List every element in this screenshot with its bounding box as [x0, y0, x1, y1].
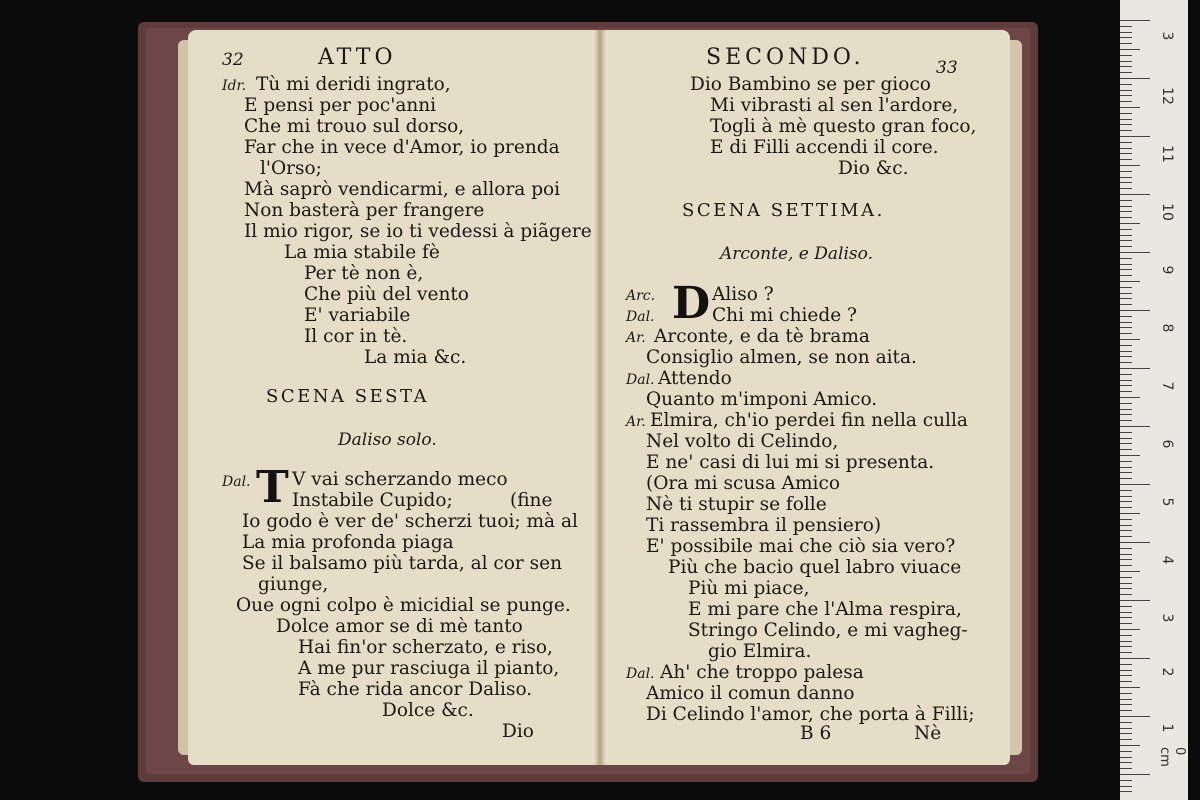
left-page-number: 32: [222, 50, 244, 70]
ruler-tick: [1120, 548, 1132, 549]
ruler-tick: [1120, 606, 1132, 607]
ruler-tick: [1120, 461, 1132, 462]
ruler-tick: [1120, 119, 1132, 120]
verse-line: Arconte, e da tè brama: [654, 326, 870, 347]
speaker-label: Ar.: [626, 330, 646, 346]
ruler-tick: [1120, 211, 1132, 212]
right-page-number: 33: [936, 58, 958, 78]
ruler-tick: [1120, 704, 1132, 705]
ruler-tick: [1120, 264, 1132, 265]
verse-line: Elmira, ch'io perdei fin nella culla: [650, 410, 968, 431]
verse-line: gio Elmira.: [708, 641, 812, 662]
verse-line: Dio Bambino se per gioco: [690, 74, 931, 95]
ruler-tick: [1120, 72, 1132, 73]
speaker-label: Dal.: [626, 309, 655, 325]
ruler-tick: [1120, 646, 1132, 647]
speaker-label: Dal.: [222, 474, 251, 490]
signature-mark: B 6: [800, 723, 832, 744]
ruler-tick: [1120, 153, 1132, 154]
ruler-tick: [1120, 728, 1132, 729]
ruler-tick: [1120, 600, 1150, 601]
ruler-tick: [1120, 136, 1150, 137]
ruler-tick: [1120, 55, 1132, 56]
ruler-tick: [1120, 629, 1140, 630]
right-running-header: SECONDO.: [706, 45, 865, 70]
ruler-tick: [1120, 699, 1132, 700]
ruler-tick: [1120, 594, 1132, 595]
ruler-tick: [1120, 588, 1132, 589]
ruler-tick: [1120, 345, 1132, 346]
verse-line: E' possibile mai che ciò sia vero?: [646, 536, 956, 557]
ruler-tick: [1120, 449, 1132, 450]
verse-line: Che più del vento: [304, 284, 469, 305]
ruler-tick: [1120, 496, 1132, 497]
ruler-tick: [1120, 252, 1150, 253]
ruler-tick: [1120, 490, 1132, 491]
verse-line: Di Celindo l'amor, che porta à Filli;: [646, 704, 975, 725]
cast-list: Daliso solo.: [338, 430, 437, 450]
speaker-label: Dal.: [626, 666, 655, 682]
verse-line: La mia &c.: [364, 347, 467, 368]
verse-line: Instabile Cupido;: [292, 490, 453, 511]
ruler-tick: [1120, 49, 1140, 50]
ruler-tick: [1120, 61, 1132, 62]
measurement-ruler: [1120, 0, 1188, 800]
verse-line: Più mi piace,: [688, 578, 810, 599]
verse-line: Hai fin'or scherzato, e riso,: [298, 637, 553, 658]
ruler-tick: [1120, 177, 1132, 178]
ruler-tick: [1120, 188, 1132, 189]
verse-line: (Ora mi scusa Amico: [646, 473, 840, 494]
ruler-tick: [1120, 229, 1132, 230]
ruler-tick: [1120, 385, 1132, 386]
verse-line: (fine: [510, 490, 553, 511]
ruler-tick: [1120, 467, 1132, 468]
ruler-tick: [1120, 774, 1150, 775]
ruler-number: 2: [1159, 667, 1175, 677]
speaker-label: Dal.: [626, 372, 655, 388]
ruler-tick: [1120, 107, 1140, 108]
ruler-tick: [1120, 37, 1132, 38]
ruler-tick: [1120, 90, 1132, 91]
scene-title-settima: SCENA SETTIMA.: [682, 200, 885, 221]
verse-line: Se il balsamo più tarda, al cor sen: [242, 553, 562, 574]
ruler-tick: [1120, 165, 1140, 166]
ruler-tick: [1120, 577, 1132, 578]
ruler-tick: [1120, 519, 1132, 520]
ruler-tick: [1120, 432, 1132, 433]
ruler-tick: [1120, 710, 1132, 711]
ruler-tick: [1120, 316, 1132, 317]
left-running-header: ATTO: [318, 45, 397, 70]
catchword: Nè: [914, 723, 942, 744]
ruler-tick: [1120, 269, 1132, 270]
ruler-number: 12: [1159, 87, 1175, 105]
ruler-tick: [1120, 171, 1132, 172]
ruler-number: 7: [1159, 381, 1175, 391]
ruler-tick: [1120, 26, 1132, 27]
ruler-tick: [1120, 391, 1132, 392]
verse-line: Oue ogni colpo è micidial se punge.: [236, 595, 571, 616]
ruler-tick: [1120, 113, 1132, 114]
ruler-tick: [1120, 745, 1140, 746]
ruler-tick: [1120, 246, 1132, 247]
verse-line: Ti rassembra il pensiero): [646, 515, 882, 536]
verse-line: E' variabile: [304, 305, 411, 326]
ruler-number: 4: [1159, 555, 1175, 565]
ruler-tick: [1120, 762, 1132, 763]
verse-line: Il mio rigor, se io ti vedessi à piãgere: [244, 221, 592, 242]
ruler-tick: [1120, 751, 1132, 752]
ruler-tick: [1120, 322, 1132, 323]
cast-list: Arconte, e Daliso.: [720, 244, 873, 264]
ruler-tick: [1120, 287, 1132, 288]
ruler-tick: [1120, 356, 1132, 357]
ruler-number: 8: [1159, 323, 1175, 333]
verse-line: Tù mi deridi ingrato,: [256, 74, 451, 95]
verse-line: La mia profonda piaga: [242, 532, 454, 553]
ruler-tick: [1120, 617, 1132, 618]
ruler-tick: [1120, 478, 1132, 479]
ruler-tick: [1120, 780, 1132, 781]
ruler-tick: [1120, 530, 1132, 531]
ruler-tick: [1120, 693, 1132, 694]
ruler-tick: [1120, 635, 1132, 636]
ruler-tick: [1120, 583, 1132, 584]
ruler-tick: [1120, 791, 1132, 792]
ruler-tick: [1120, 380, 1132, 381]
ruler-unit: 0 cm: [1157, 747, 1187, 767]
ruler-tick: [1120, 95, 1132, 96]
verse-line: giunge,: [258, 574, 329, 595]
ruler-tick: [1120, 397, 1140, 398]
ruler-tick: [1120, 559, 1132, 560]
ruler-tick: [1120, 652, 1132, 653]
ruler-tick: [1120, 78, 1150, 79]
verse-line: Amico il comun danno: [646, 683, 855, 704]
ruler-tick: [1120, 414, 1132, 415]
ruler-tick: [1120, 786, 1132, 787]
ruler-tick: [1120, 409, 1132, 410]
verse-line: Il cor in tè.: [304, 326, 408, 347]
verse-line: Aliso ?: [712, 284, 774, 305]
ruler-tick: [1120, 235, 1132, 236]
ruler-tick: [1120, 368, 1150, 369]
verse-line: Quanto m'imponi Amico.: [646, 389, 878, 410]
ruler-number: 3: [1159, 613, 1175, 623]
ruler-tick: [1120, 525, 1132, 526]
verse-line: Che mi trouo sul dorso,: [244, 116, 465, 137]
verse-line: Io godo è ver de' scherzi tuoi; mà al: [242, 511, 578, 532]
ruler-tick: [1120, 739, 1132, 740]
ruler-tick: [1120, 426, 1150, 427]
ruler-tick: [1120, 339, 1140, 340]
ruler-tick: [1120, 43, 1132, 44]
ruler-tick: [1120, 455, 1140, 456]
verse-line: E mi pare che l'Alma respira,: [688, 599, 962, 620]
verse-line: Attendo: [658, 368, 732, 389]
ruler-tick: [1120, 612, 1132, 613]
verse-line: l'Orso;: [260, 158, 322, 179]
ruler-tick: [1120, 217, 1132, 218]
verse-line: Far che in vece d'Amor, io prenda: [244, 137, 560, 158]
verse-line: Nè ti stupir se folle: [646, 494, 827, 515]
ruler-tick: [1120, 513, 1140, 514]
drop-cap: T: [256, 462, 289, 513]
ruler-tick: [1120, 623, 1132, 624]
ruler-number: 11: [1159, 145, 1175, 163]
ruler-number: 9: [1159, 265, 1175, 275]
verse-line: Chi mi chiede ?: [712, 305, 857, 326]
verse-line: V vai scherzando meco: [292, 469, 508, 490]
ruler-tick: [1120, 32, 1132, 33]
verse-line: Non basterà per frangere: [244, 200, 485, 221]
ruler-tick: [1120, 443, 1132, 444]
speaker-label: Ar.: [626, 414, 646, 430]
ruler-tick: [1120, 84, 1132, 85]
ruler-tick: [1120, 298, 1132, 299]
verse-line: Nel volto di Celindo,: [646, 431, 839, 452]
ruler-tick: [1120, 438, 1132, 439]
ruler-tick: [1120, 362, 1132, 363]
ruler-tick: [1120, 507, 1132, 508]
verse-line: Fà che rida ancor Daliso.: [298, 679, 533, 700]
ruler-tick: [1120, 420, 1132, 421]
verse-line: Togli à mè questo gran foco,: [710, 116, 977, 137]
ruler-tick: [1120, 722, 1132, 723]
ruler-tick: [1120, 240, 1132, 241]
verse-line: E ne' casi di lui mi si presenta.: [646, 452, 935, 473]
ruler-tick: [1120, 687, 1140, 688]
ruler-tick: [1120, 664, 1132, 665]
speaker-label: Arc.: [626, 288, 656, 304]
ruler-number: 10: [1159, 203, 1175, 221]
speaker-label: Idr.: [222, 78, 247, 94]
ruler-tick: [1120, 194, 1150, 195]
ruler-number: 1: [1159, 723, 1175, 733]
ruler-tick: [1120, 258, 1132, 259]
verse-line: Consiglio almen, se non aita.: [646, 347, 917, 368]
ruler-number: 6: [1159, 439, 1175, 449]
ruler-tick: [1120, 374, 1132, 375]
ruler-tick: [1120, 681, 1132, 682]
ruler-tick: [1120, 501, 1132, 502]
verse-line: Più che bacio quel labro viuace: [668, 557, 962, 578]
verse-line: E di Filli accendi il core.: [710, 137, 939, 158]
ruler-tick: [1120, 733, 1132, 734]
ruler-tick: [1120, 757, 1132, 758]
ruler-tick: [1120, 554, 1132, 555]
book-gutter: [594, 30, 606, 765]
verse-line: Dolce amor se di mè tanto: [276, 616, 523, 637]
ruler-tick: [1120, 333, 1132, 334]
ruler-tick: [1120, 310, 1150, 311]
verse-line: Per tè non è,: [304, 263, 424, 284]
ruler-tick: [1120, 641, 1132, 642]
ruler-tick: [1120, 206, 1132, 207]
scene-title-sesta: SCENA SESTA: [266, 386, 430, 407]
ruler-tick: [1120, 472, 1132, 473]
verse-line: Dolce &c.: [382, 700, 474, 721]
verse-line: E pensi per poc'anni: [244, 95, 437, 116]
ruler-tick: [1120, 571, 1140, 572]
ruler-tick: [1120, 142, 1132, 143]
ruler-tick: [1120, 327, 1132, 328]
ruler-tick: [1120, 200, 1132, 201]
ruler-tick: [1120, 304, 1132, 305]
ruler-tick: [1120, 66, 1132, 67]
verse-line: La mia stabile fè: [284, 242, 440, 263]
verse-line: Mà saprò vendicarmi, e allora poi: [244, 179, 561, 200]
ruler-number: 3: [1159, 31, 1175, 41]
ruler-tick: [1120, 351, 1132, 352]
ruler-tick: [1120, 293, 1132, 294]
ruler-tick: [1120, 716, 1150, 717]
drop-cap: D: [672, 278, 711, 329]
ruler-tick: [1120, 768, 1132, 769]
ruler-tick: [1120, 484, 1150, 485]
ruler-number: 5: [1159, 497, 1175, 507]
ruler-tick: [1120, 20, 1150, 21]
ruler-tick: [1120, 182, 1132, 183]
ruler-tick: [1120, 281, 1140, 282]
verse-line: A me pur rasciuga il pianto,: [298, 658, 560, 679]
verse-line: Dio &c.: [838, 158, 909, 179]
verse-line: Ah' che troppo palesa: [660, 662, 864, 683]
ruler-tick: [1120, 670, 1132, 671]
ruler-tick: [1120, 101, 1132, 102]
ruler-tick: [1120, 542, 1150, 543]
catchword: Dio: [502, 721, 534, 742]
ruler-tick: [1120, 658, 1150, 659]
ruler-tick: [1120, 124, 1132, 125]
ruler-tick: [1120, 159, 1132, 160]
ruler-tick: [1120, 536, 1132, 537]
ruler-tick: [1120, 403, 1132, 404]
ruler-tick: [1120, 565, 1132, 566]
verse-line: Mi vibrasti al sen l'ardore,: [710, 95, 959, 116]
verse-line: Stringo Celindo, e mi vagheg-: [688, 620, 968, 641]
ruler-tick: [1120, 675, 1132, 676]
ruler-tick: [1120, 275, 1132, 276]
ruler-tick: [1120, 223, 1140, 224]
ruler-tick: [1120, 130, 1132, 131]
ruler-tick: [1120, 148, 1132, 149]
